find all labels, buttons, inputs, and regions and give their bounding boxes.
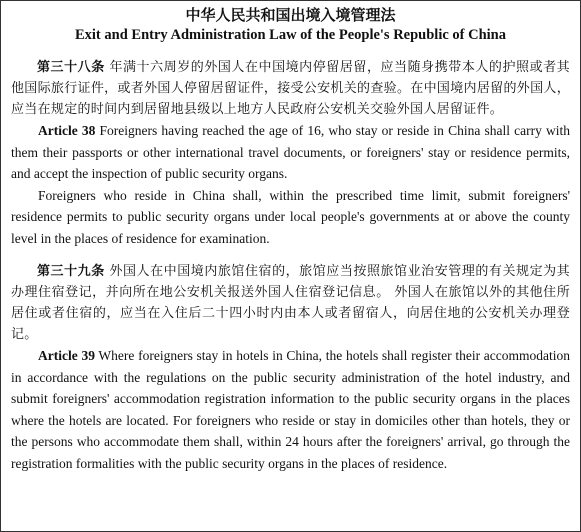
article-38-english bbox=[11, 120, 570, 185]
article-38-english-paragraph-2: Foreigners who reside in China shall, within the prescribed time limit, submit foreigners' residence permits to public security organs under local people's governments at or above the county level in the places of residence for examination. bbox=[11, 187, 570, 246]
article-39-chinese-label: 第三十九条 bbox=[37, 264, 105, 279]
section-divider bbox=[11, 249, 570, 261]
document-title-english: Exit and Entry Administration Law of the People's Republic of China bbox=[74, 27, 506, 43]
article-38-chinese-label: 第三十八条 bbox=[37, 60, 105, 75]
article-39-english-text: Where foreigners stay in hotels in China, the hotels shall register their accommodation in accordance with the regulations on the public security administration of the hotel industry, and submit foreigners' accommodation registration information to the public security organs in the places where the hotels are located. For foreigners who reside or stay in domiciles other than hotels, they or the persons who accommodate them shall, within 24 hours after the foreigners' arrival, go through the registration formalities with the public security organs in the places of residence. bbox=[11, 348, 570, 471]
article-39-chinese-text: 外国人在中国境内旅馆住宿的，旅馆应当按照旅馆业治安管理的有关规定为其办理住宿登记，并向所在地公安机关报送外国人住宿登记信息。 外国人在旅馆以外的其他住所居住或者住宿的，应当在入住后二十四小时内由本人或者留宿人，向居住地的公安机关办理登记。 bbox=[11, 264, 570, 342]
article-38-chinese-text: 年满十六周岁的外国人在中国境内停留居留，应当随身携带本人的护照或者其他国际旅行证件，或者外国人停留居留证件，接受公安机关的查验。在中国境内居留的外国人，应当在规定的时间内到居留地县级以上地方人民政府公安机关交验外国人居留证件。 bbox=[11, 60, 570, 117]
article-39-english-label: Article 39 bbox=[38, 348, 95, 363]
document-title-chinese: 中华人民共和国出境入境管理法 bbox=[185, 6, 396, 24]
article-39-chinese bbox=[11, 261, 570, 345]
article-38-english-text-1: Foreigners having reached the age of 16, who stay or reside in China shall carry with them their passports or other international travel documents, or foreigners' stay or residence permits, and accept the inspection of public security organs. bbox=[11, 123, 570, 181]
article-38-english-label: Article 38 bbox=[38, 123, 96, 138]
article-39-english bbox=[11, 345, 570, 474]
article-38-chinese bbox=[11, 57, 570, 120]
